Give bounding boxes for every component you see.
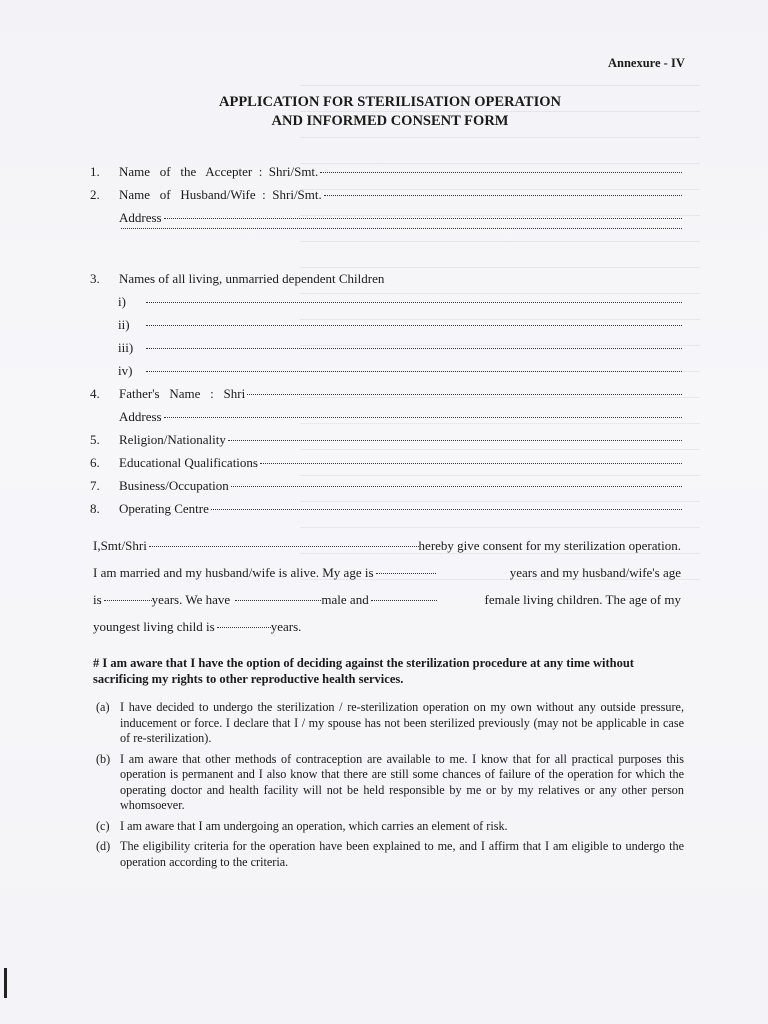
clause-d	[96, 839, 684, 870]
field-number: 2.	[90, 187, 100, 202]
field-label: Educational Qualifications	[119, 455, 258, 470]
scan-edge-mark	[4, 968, 7, 998]
occupation-field[interactable]	[90, 477, 682, 495]
spouse-age-blank[interactable]	[104, 600, 152, 601]
education-field[interactable]	[90, 454, 682, 472]
child-index: i)	[118, 294, 126, 309]
form-title	[180, 93, 600, 131]
field-number: 5.	[90, 432, 100, 447]
child-index: ii)	[118, 317, 130, 332]
fill-line[interactable]	[164, 218, 682, 219]
clause-text: I am aware that I am undergoing an operation, which carries an element of risk.	[120, 818, 508, 833]
consent-paragraph	[93, 532, 681, 640]
field-label: Name of the Accepter : Shri/Smt.	[119, 164, 319, 179]
field-number: 1.	[90, 164, 100, 179]
field-number: 4.	[90, 386, 100, 401]
female-children-blank[interactable]	[371, 600, 437, 601]
fill-line[interactable]	[228, 440, 682, 441]
consenter-name-blank[interactable]	[149, 546, 419, 547]
consent-line-4: youngest living child is years.	[93, 619, 302, 634]
operating-centre-field[interactable]	[90, 500, 682, 518]
fill-line[interactable]	[164, 417, 682, 418]
children-section	[90, 270, 682, 288]
spouse-address-field[interactable]	[90, 209, 682, 227]
declaration-clauses	[96, 700, 684, 875]
clause-label: (d)	[96, 839, 111, 853]
fill-line[interactable]	[231, 486, 682, 487]
title-line-1: APPLICATION FOR STERILISATION OPERATION	[218, 94, 561, 110]
fill-line[interactable]	[121, 228, 682, 229]
field-label: Religion/Nationality	[119, 432, 226, 447]
child-4-field[interactable]	[90, 362, 682, 380]
youngest-child-age-blank[interactable]	[217, 627, 271, 628]
clause-text: I am aware that other methods of contraception are available to me. I know that for all practical purposes this operation is permanent and I also know that there are still some chances of failure of the operation for which the operating doctor and health facility will not be held responsible by me or by my relatives or any other person whomsoever.	[120, 751, 684, 812]
field-label: Address	[119, 210, 162, 225]
fill-line[interactable]	[146, 348, 682, 349]
field-label: Operating Centre	[119, 501, 209, 516]
father-name-field[interactable]	[90, 385, 682, 403]
clause-b	[96, 752, 684, 814]
fill-line[interactable]	[146, 302, 682, 303]
field-number: 6.	[90, 455, 100, 470]
fill-line[interactable]	[211, 509, 682, 510]
fill-line[interactable]	[320, 172, 682, 173]
spouse-address-line-2[interactable]	[90, 231, 682, 249]
clause-text: I have decided to undergo the sterilization / re-sterilization operation on my own without any outside pressure, inducement or force. I declare that I / my spouse has not been sterilized previously (may not be applicable in case of re-sterilization).	[120, 700, 684, 745]
field-label: Name of Husband/Wife : Shri/Smt.	[119, 187, 322, 202]
clause-a	[96, 700, 684, 747]
accepter-name-field[interactable]	[90, 163, 682, 181]
clause-label: (b)	[96, 751, 111, 766]
annexure-label: Annexure - IV	[608, 56, 685, 70]
religion-field[interactable]	[90, 431, 682, 449]
rights-note: # I am aware that I have the option of deciding against the sterilization procedure at any time without sacrificing my rights to other reproductive health services.	[93, 656, 634, 686]
field-label: Father's Name : Shri	[119, 386, 246, 401]
clause-text: The eligibility criteria for the operation have been explained to me, and I affirm that I am eligible to undergo the operation according to the criteria.	[120, 839, 684, 869]
child-3-field[interactable]	[90, 339, 682, 357]
fill-line[interactable]	[324, 195, 682, 196]
child-2-field[interactable]	[90, 316, 682, 334]
fill-line[interactable]	[247, 394, 682, 395]
field-label: Business/Occupation	[119, 478, 229, 493]
field-number: 7.	[90, 478, 100, 493]
clause-label: (a)	[96, 700, 110, 714]
fill-line[interactable]	[146, 325, 682, 326]
field-label: Names of all living, unmarried dependent Children	[119, 271, 385, 286]
father-address-field[interactable]	[90, 408, 682, 426]
child-index: iv)	[118, 363, 133, 378]
child-1-field[interactable]	[90, 293, 682, 311]
field-number: 3.	[90, 271, 100, 286]
consent-line-1: I,Smt/Shri hereby give consent for my sterilization operation.	[93, 538, 681, 553]
spouse-name-field[interactable]	[90, 186, 682, 204]
consent-line-2: I am married and my husband/wife is alive. My age is years and my husband/wife's age	[93, 565, 681, 580]
consent-line-3: is years. We have male and female living children. The age of my	[93, 592, 681, 607]
male-children-blank[interactable]	[235, 600, 321, 601]
age-blank[interactable]	[376, 573, 436, 574]
title-line-2: AND INFORMED CONSENT FORM	[271, 113, 509, 129]
fill-line[interactable]	[260, 463, 682, 464]
field-number: 8.	[90, 501, 100, 516]
child-index: iii)	[118, 340, 134, 355]
fill-line[interactable]	[146, 371, 682, 372]
clause-c	[96, 819, 684, 835]
clause-label: (c)	[96, 818, 110, 833]
field-label: Address	[119, 409, 162, 424]
